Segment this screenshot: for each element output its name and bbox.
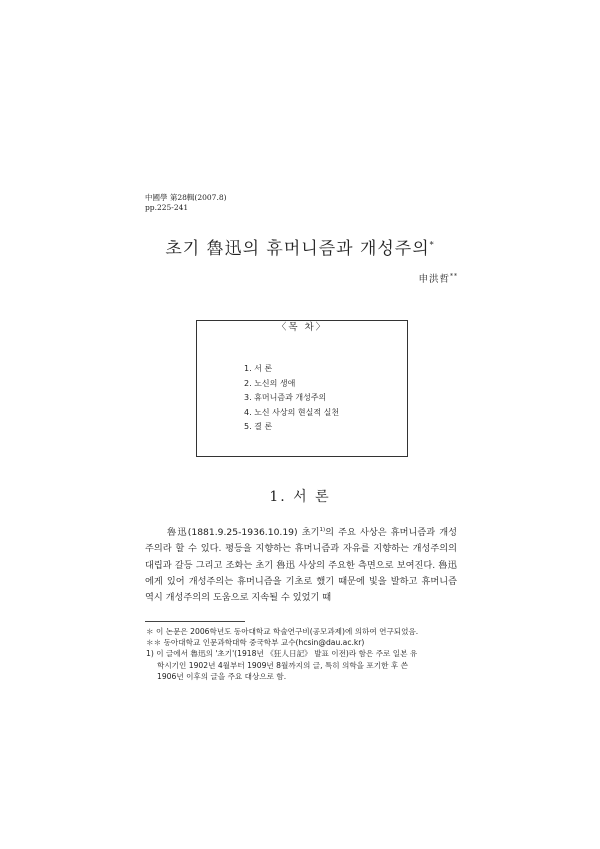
toc-heading: 〈목 차〉	[197, 315, 407, 334]
toc-item: 5. 결 론	[244, 422, 273, 431]
footnote-1-line3: 1906년 이후의 글을 주요 대상으로 함.	[157, 671, 287, 681]
footnote-1-line2: 학시기인 1902년 4월부터 1909년 8월까지의 글, 특히 의학을 포기한 후 쓴	[157, 660, 408, 670]
footnotes	[146, 626, 460, 682]
footnote-divider	[145, 621, 245, 622]
body-paragraph	[145, 522, 457, 607]
footnote-affiliation: ＊＊ 동아대학교 인문과학대학 중국학부 교수(hcsin@dau.ac.kr)	[146, 638, 365, 648]
journal-info	[145, 193, 227, 213]
title-text: 초기 魯迅의 휴머니즘과 개성주의	[165, 239, 430, 259]
section-heading: 1. 서 론	[269, 489, 331, 505]
toc-item: 3. 휴머니즘과 개성주의	[244, 393, 327, 402]
title-footnote-mark: *	[429, 240, 435, 250]
journal-name: 中國學 第28輯(2007.8)	[145, 193, 227, 202]
toc-item: 2. 노신의 생애	[244, 378, 296, 388]
table-of-contents	[196, 320, 408, 457]
footnote-funding: ＊ 이 논문은 2006학년도 동아대학교 학술연구비(공모과제)에 의하여 연구되었음.	[146, 627, 419, 636]
author-footnote-mark: **	[450, 272, 458, 280]
author-name: 申洪哲	[418, 274, 450, 285]
paper-title	[0, 234, 600, 259]
footnote-ref: 1)	[319, 527, 326, 533]
body-text-rest: 의 주요 사상은 휴머니즘과 개성주의라 할 수 있다. 평등을 지향하는 휴머니즘과 자유를 지향하는 개성주의의 대립과 갈등 그리고 조화는 초기 魯迅 사상의 주요한 측면으로 보여진다. 魯迅에게 있어 개성주의는 휴머니즘을 기초로 했기 때문에 빛을 발하고 휴머니즘 역시 개성주의의 도움으로 지속될 수 있었기 때	[145, 527, 457, 604]
toc-list	[244, 362, 339, 435]
toc-item: 4. 노신 사상의 현실적 실천	[244, 407, 340, 417]
page-range: pp.225-241	[145, 203, 189, 212]
footnote-1-line1: 1) 이 글에서 魯迅의 '초기'(1918년 《狂人日記》 발표 이전)라 함은 주로 일본 유	[146, 649, 418, 659]
author	[418, 271, 458, 285]
body-text-start: 魯迅(1881.9.25-1936.10.19) 초기	[167, 527, 320, 539]
toc-item: 1. 서 론	[244, 364, 273, 373]
